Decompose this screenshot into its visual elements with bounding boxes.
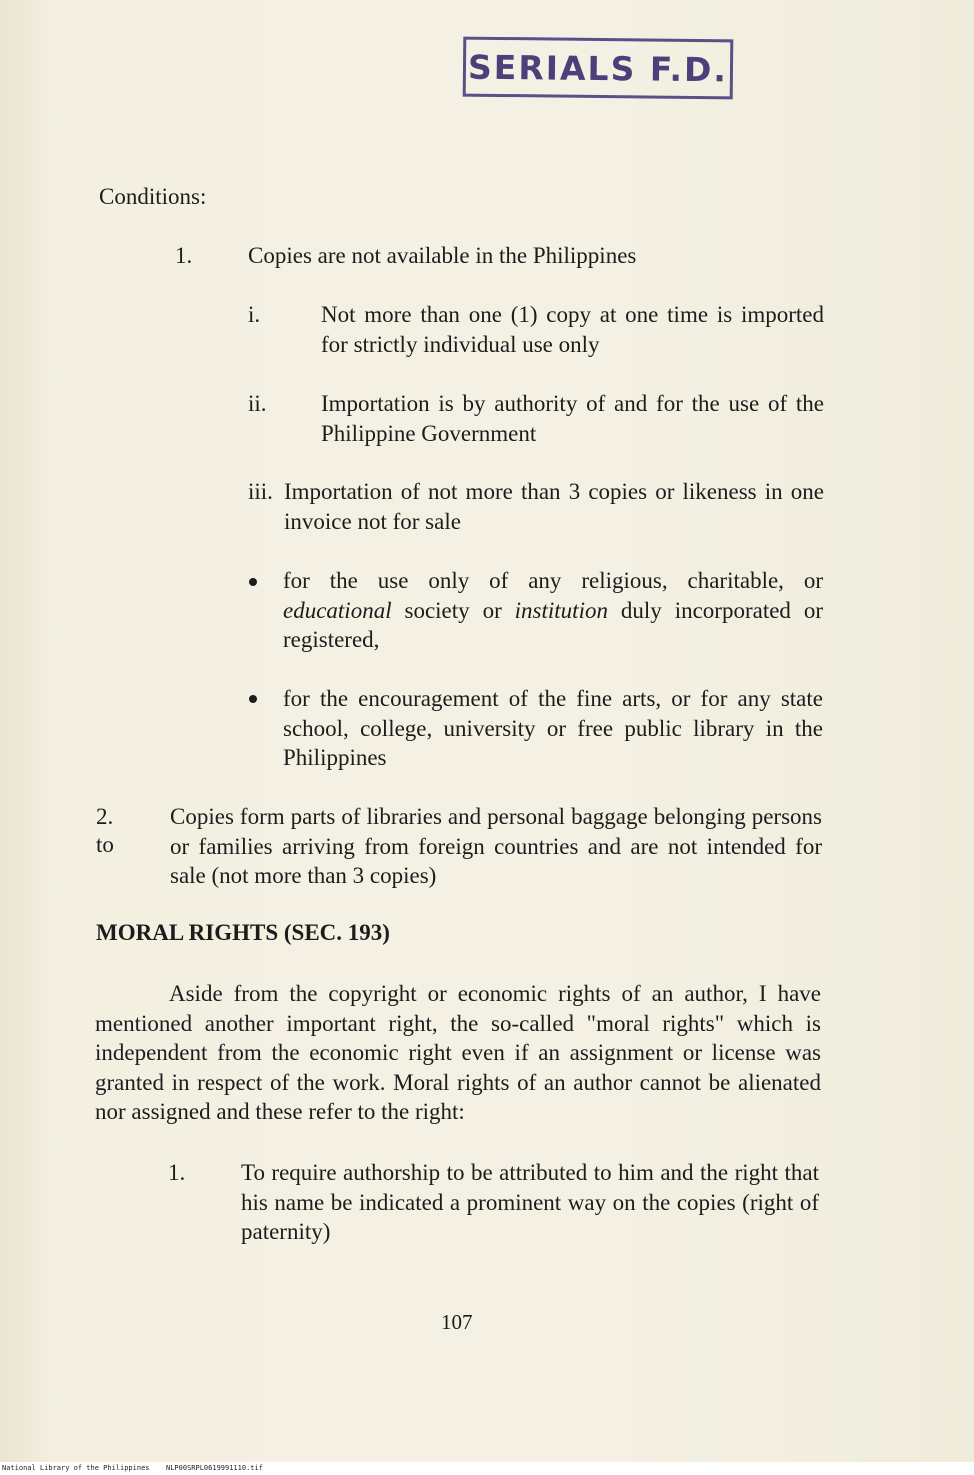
sub-i-number: i.: [248, 302, 261, 327]
sub-iii-text: Importation of not more than 3 copies or likeness in one invoice not for sale: [284, 479, 824, 534]
bullet-dot: [249, 578, 257, 586]
serials-stamp: SERIALS F.D.: [463, 37, 734, 100]
moral-item-1-text: To require authorship to be attributed to him and the right that his name be indicated a prominent way on the copies (right of paternity): [241, 1160, 819, 1244]
moral-rights-heading: MORAL RIGHTS (SEC. 193): [96, 920, 390, 945]
scan-footer: [0, 1462, 974, 1475]
condition-1-text: Copies are not available in the Philippines: [248, 243, 637, 268]
sub-ii-text: Importation is by authority of and for the use of the Philippine Government: [321, 391, 824, 446]
bullet-2-text: for the encouragement of the fine arts, or for any state school, college, university or free public library in the Philippines: [283, 686, 823, 770]
sub-iii-number: iii.: [248, 479, 273, 504]
footer-library: National Library of the Philippines: [2, 1464, 150, 1472]
condition-2-number-extra: to: [96, 832, 114, 857]
bullet-dot: [249, 695, 257, 703]
sub-ii-number: ii.: [248, 391, 267, 416]
condition-2-text: Copies form parts of libraries and personal baggage belonging persons or families arriving from foreign countries and are not intended for sale (not more than 3 copies): [170, 804, 822, 888]
sub-i-text: Not more than one (1) copy at one time is imported for strictly individual use only: [321, 302, 824, 357]
page-number: 107: [441, 1310, 473, 1334]
moral-item-1-number: 1.: [168, 1160, 186, 1185]
conditions-label: Conditions:: [99, 184, 207, 209]
footer-filename: NLP00SRPL0619991110.tif: [166, 1464, 263, 1472]
moral-rights-paragraph: Aside from the copyright or economic rights of an author, I have mentioned another important right, the so-called "moral rights" which is independent from the economic right even if an assignment or license was granted in respect of the work. Moral rights of an author cannot be alienated nor assigned and these refer to the right:: [95, 981, 821, 1124]
bullet-1-text: for the use only of any religious, charitable, or educational society or institution duly incorporated or registered,: [283, 568, 824, 652]
condition-1-number: 1.: [175, 243, 193, 268]
condition-2-number: 2.: [96, 804, 114, 829]
